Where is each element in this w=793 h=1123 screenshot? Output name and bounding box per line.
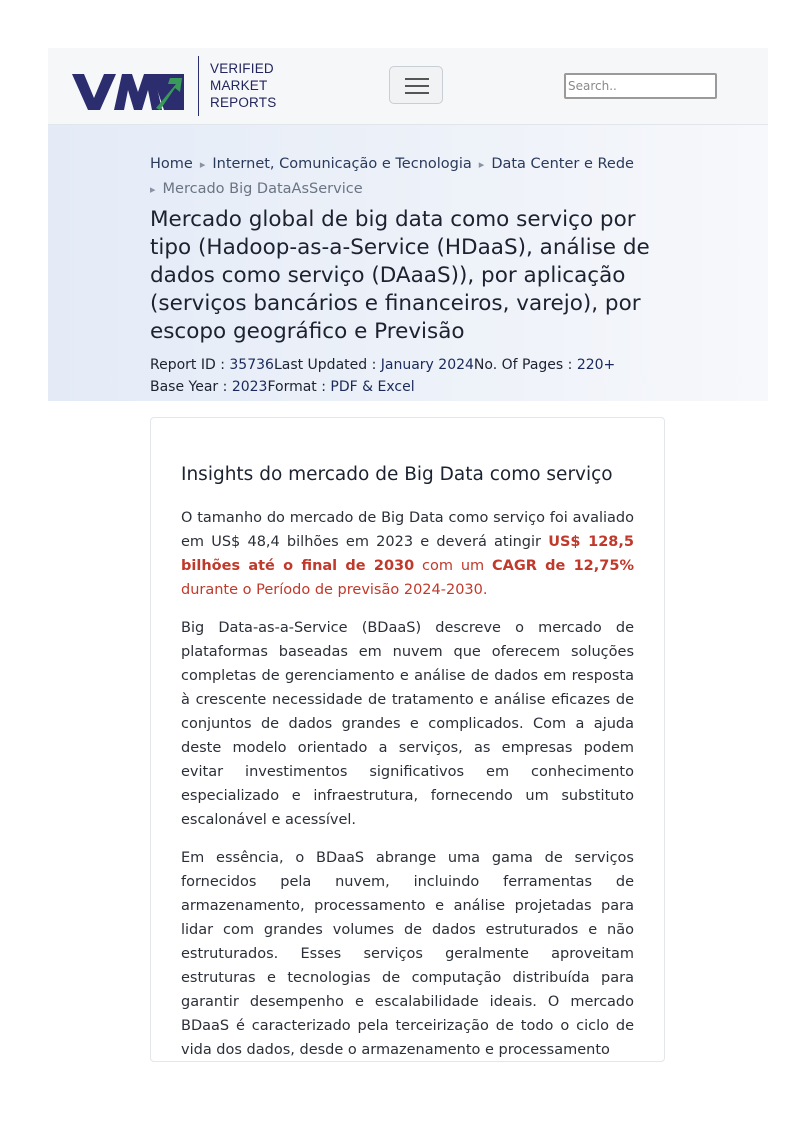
logo-wordmark (210, 60, 276, 111)
breadcrumb-internet-comunicacao[interactable]: Internet, Comunicação e Tecnologia (212, 156, 472, 172)
format-value: PDF & Excel (330, 379, 415, 395)
updated-value: January 2024 (380, 357, 474, 373)
logo-line-reports: REPORTS (210, 95, 277, 110)
base-year-label: Base Year : (150, 379, 232, 395)
insights-paragraph-2: Big Data-as-a-Service (BDaaS) descreve o mercado de plataformas baseadas em nuvem que oferecem soluções completas de gerenciamento e análise de dados em resposta à crescente necessidade de tratamento e análise eficazes de conjuntos de dados grandes e complicados. Com a ajuda deste modelo orientado a serviços, as empresas podem evitar investimentos significativos em conhecimento especializado e infraestrutura, fornecendo um substituto escalonável e acessível. (181, 620, 634, 828)
vmr-logo-mark-icon (72, 74, 186, 112)
site-header (48, 48, 768, 125)
format-label: Format : (267, 379, 331, 395)
hamburger-icon-bar (405, 85, 429, 87)
insights-paragraph-3: Em essência, o BDaaS abrange uma gama de serviços fornecidos pela nuvem, incluindo ferramentas de armazenamento, processamento e análise projetadas para lidar com grandes volumes de dados estruturados e não estruturados. Esses serviços geralmente aproveitam estruturas e tecnologias de computação distribuída para garantir desempenho e escalabilidade ideais. O mercado BDaaS é caracterizado pela terceirização de todo o ciclo de vida dos dados, desde o armazenamento e processamento (181, 850, 634, 1058)
updated-label: Last Updated : (273, 357, 381, 373)
breadcrumb (150, 152, 670, 202)
hamburger-menu-button[interactable] (389, 66, 443, 104)
p1-bold-cagr: CAGR de 12,75% (491, 558, 634, 574)
breadcrumb-data-center[interactable]: Data Center e Rede (491, 156, 634, 172)
vmr-logo[interactable] (72, 56, 282, 116)
pages-value: 220+ (576, 357, 616, 373)
logo-line-verified: VERIFIED (210, 61, 274, 76)
report-id-value: 35736 (229, 357, 274, 373)
hamburger-icon-bar (405, 92, 429, 94)
logo-divider (198, 56, 199, 116)
chevron-right-icon: ▸ (150, 183, 156, 196)
breadcrumb-home[interactable]: Home (150, 156, 193, 172)
breadcrumb-current: Mercado Big DataAsService (162, 181, 363, 197)
base-year-value: 2023 (231, 379, 268, 395)
p1-end: durante o Período de previsão 2024-2030. (181, 582, 488, 598)
p1-bold-forecast: US$ 128,5 bilhões até o final de 2030 (181, 534, 634, 574)
insights-body (181, 506, 634, 1062)
report-meta (150, 354, 615, 398)
chevron-right-icon: ▸ (199, 158, 206, 171)
insights-paragraph-1 (181, 506, 634, 602)
pages-label: No. Of Pages : (473, 357, 577, 373)
p1-mid: com um (414, 558, 492, 574)
search-input[interactable] (564, 73, 717, 99)
chevron-right-icon: ▸ (478, 158, 485, 171)
report-id-label: Report ID : (150, 357, 230, 373)
insights-heading: Insights do mercado de Big Data como serviço (181, 464, 613, 485)
report-hero (48, 125, 768, 401)
p1-text: O tamanho do mercado de Big Data como serviço foi avaliado em US$ 48,4 bilhões em 2023 e deverá atingir (181, 510, 634, 550)
page-title: Mercado global de big data como serviço por tipo (Hadoop-as-a-Service (HDaaS), análise de dados como serviço (DAaaS)), por aplicação (serviços bancários e financeiros, varejo), por escopo geográfico e Previsão (150, 207, 650, 344)
insights-card (150, 417, 665, 1062)
logo-line-market: MARKET (210, 78, 268, 93)
hamburger-icon-bar (405, 78, 429, 80)
